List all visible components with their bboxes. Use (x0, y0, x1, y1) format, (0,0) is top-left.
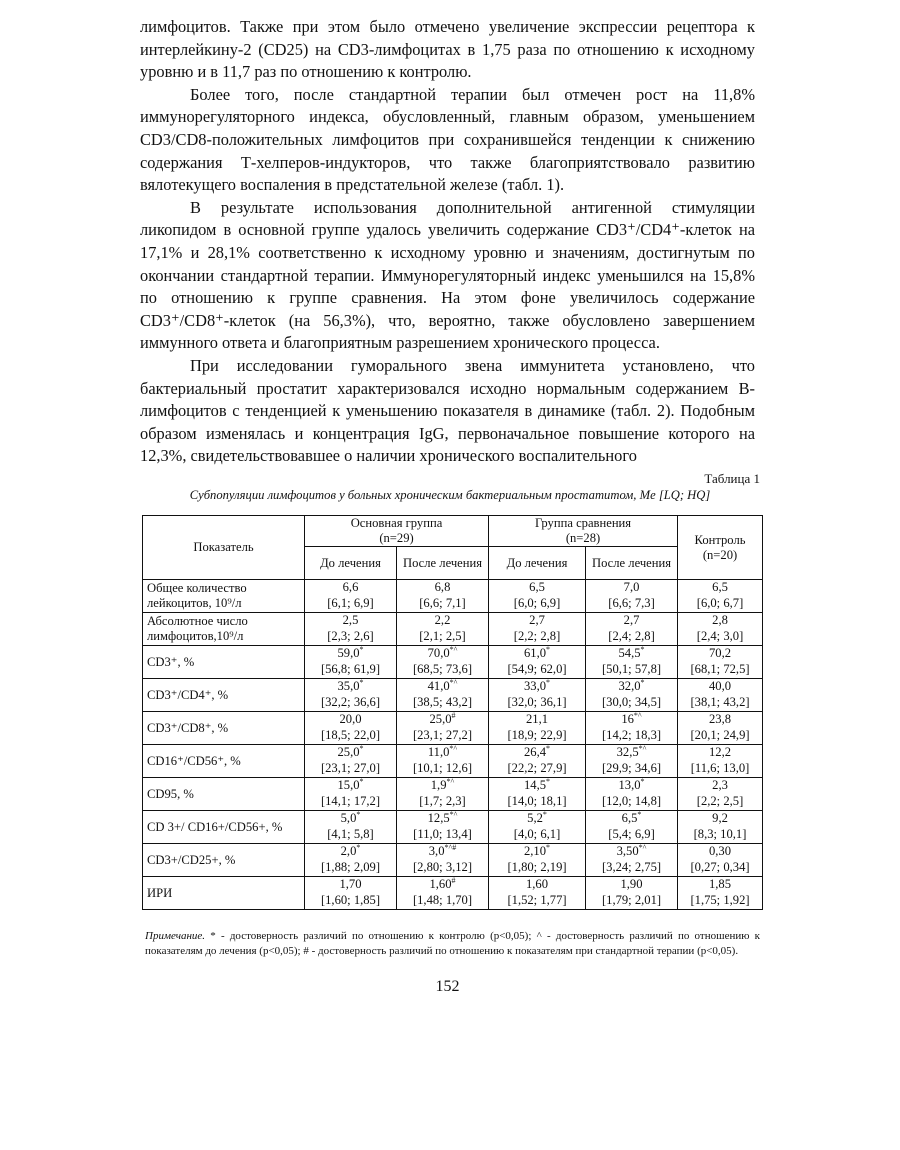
cell-range: [23,1; 27,0] (320, 761, 381, 775)
table-cell (489, 745, 586, 778)
cell-range: [6,1; 6,9] (327, 596, 374, 610)
cell-range: [1,48; 1,70] (412, 893, 473, 907)
cell-range: [18,9; 22,9] (507, 728, 567, 742)
table-cell (305, 580, 397, 613)
table-cell (305, 679, 397, 712)
significance-marker: *^# (444, 842, 457, 852)
cell-median (400, 613, 485, 629)
paragraph-1: лимфоцитов. Также при этом было отмечено увеличение экспрессии рецептора к интерлейкину-2 (CD25) на CD3-лимфоцитах в 1,75 раза по отношению к исходному уровню и в 11,7 раз по отношению к контролю. (140, 17, 755, 82)
table-cell (489, 811, 586, 844)
table-row (143, 712, 763, 745)
cell-median-value: 6,5 (529, 580, 545, 594)
cell-median (589, 712, 674, 728)
table-cell (489, 712, 586, 745)
cell-range: [8,3; 10,1] (693, 827, 747, 841)
significance-marker: *^ (638, 743, 647, 753)
cell-median-value: 25,0 (337, 745, 360, 759)
header-main-before: До лечения (305, 547, 397, 580)
cell-median (589, 613, 674, 629)
cell-range: [12,0; 14,8] (601, 794, 662, 808)
cell-median-value: 15,0 (337, 778, 360, 792)
cell-median (681, 844, 759, 860)
table-cell (678, 613, 763, 646)
cell-range: [6,6; 7,1] (419, 596, 466, 610)
cell-range: [1,52; 1,77] (507, 893, 567, 907)
table-cell (678, 580, 763, 613)
cell-median-value: 6,5 (621, 811, 638, 825)
table-cell (397, 646, 489, 679)
header-main-group-n: (n=29) (379, 531, 414, 545)
cell-range: [32,2; 36,6] (320, 695, 381, 709)
table-cell (586, 877, 678, 910)
cell-range: [4,0; 6,1] (513, 827, 561, 841)
cell-median (400, 580, 485, 596)
table-cell (678, 712, 763, 745)
cell-range: [2,2; 2,5] (696, 794, 744, 808)
significance-marker: * (640, 677, 645, 687)
table-row (143, 745, 763, 778)
cell-range: [18,5; 22,0] (320, 728, 381, 742)
cell-range: [6,6; 7,3] (608, 596, 655, 610)
significance-marker: * (356, 809, 361, 819)
significance-marker: * (359, 743, 364, 753)
cell-range: [2,4; 2,8] (608, 629, 655, 643)
table-cell (305, 844, 397, 877)
cell-range: [29,9; 34,6] (601, 761, 662, 775)
table-cell (678, 679, 763, 712)
cell-median (681, 778, 759, 794)
cell-median-value: 2,5 (342, 613, 359, 627)
significance-marker: *^ (633, 710, 642, 720)
cell-median (308, 844, 393, 860)
significance-marker: * (546, 743, 551, 753)
cell-range: [14,1; 17,2] (320, 794, 381, 808)
cell-range: [1,75; 1,92] (690, 893, 750, 907)
table-row (143, 580, 763, 613)
cell-median (308, 877, 393, 893)
header-comparison-before: До лечения (489, 547, 586, 580)
table-cell (489, 877, 586, 910)
header-comparison-group-name: Группа сравнения (534, 516, 632, 530)
cell-median (492, 778, 582, 794)
row-label: CD3⁺, % (143, 646, 305, 679)
table-cell (305, 646, 397, 679)
table-cell (586, 745, 678, 778)
cell-range: [2,80; 3,12] (412, 860, 473, 874)
paragraph-3: В результате использования дополнительной антигенной стимуляции ликопидом в основной группе удалось увеличить содержание CD3⁺/CD4⁺-клеток на 17,1% и 28,1% соответственно к исходному уровню и значениям, достигнутым по окончании стандартной терапии. Иммунорегуляторный индекс уменьшился на 15,8% по отношению к группе сравнения. На этом фоне увеличилось содержание CD3⁺/CD8⁺-клеток (на 56,3%), что, вероятно, также обусловлено завершением иммунного ответа и благоприятным разрешением хронического процесса. (140, 197, 755, 353)
cell-median (492, 679, 582, 695)
header-indicator: Показатель (143, 516, 305, 580)
significance-marker: # (451, 710, 456, 720)
table-cell (489, 844, 586, 877)
cell-range: [11,6; 13,0] (690, 761, 750, 775)
cell-median (681, 679, 759, 695)
table-cell (586, 646, 678, 679)
cell-median (589, 679, 674, 695)
cell-range: [6,0; 6,7] (696, 596, 744, 610)
cell-median-value: 32,5 (616, 745, 639, 759)
cell-median (681, 613, 759, 629)
table-cell (397, 877, 489, 910)
cell-median-value: 12,5 (427, 811, 450, 825)
significance-marker: *^ (449, 644, 458, 654)
significance-marker: * (542, 809, 547, 819)
cell-range: [22,2; 27,9] (507, 761, 567, 775)
cell-median-value: 1,9 (430, 778, 447, 792)
cell-median-value: 70,0 (427, 646, 450, 660)
table-cell (489, 580, 586, 613)
cell-median-value: 1,90 (620, 877, 643, 891)
table-cell (489, 613, 586, 646)
cell-median (492, 745, 582, 761)
table-title: Субпопуляции лимфоцитов у больных хроническим бактериальным простатитом, Me [LQ; HQ] (189, 488, 711, 502)
cell-median (589, 580, 674, 596)
cell-median (308, 745, 393, 761)
cell-median (308, 712, 393, 728)
cell-range: [50,1; 57,8] (601, 662, 662, 676)
table-cell (678, 745, 763, 778)
table-cell (586, 778, 678, 811)
cell-range: [6,0; 6,9] (513, 596, 561, 610)
cell-median (681, 811, 759, 827)
cell-range: [1,88; 2,09] (320, 860, 381, 874)
cell-range: [14,0; 18,1] (507, 794, 567, 808)
significance-marker: * (640, 644, 645, 654)
table-note (145, 929, 760, 959)
table-cell (305, 745, 397, 778)
table-row (143, 844, 763, 877)
cell-median-value: 7,0 (623, 580, 640, 594)
note-text: * - достоверность различий по отношению к контролю (p<0,05); ^ - достоверность различий по отношению к показателям до лечения (p<0,05); # - достоверность различий по отношению к показателям при стандартной терапии (p<0,05). (145, 930, 760, 957)
header-main-group-name: Основная группа (350, 516, 443, 530)
header-main-group (305, 516, 489, 547)
significance-marker: * (356, 842, 361, 852)
cell-range: [4,1; 5,8] (327, 827, 374, 841)
significance-marker: * (546, 776, 551, 786)
lymphocyte-subpopulations-table (142, 515, 763, 910)
row-label: CD95, % (143, 778, 305, 811)
row-label: CD3⁺/CD8⁺, % (143, 712, 305, 745)
cell-median (308, 613, 393, 629)
cell-median (589, 844, 674, 860)
cell-range: [20,1; 24,9] (690, 728, 750, 742)
table-cell (678, 646, 763, 679)
row-label: CD16⁺/CD56⁺, % (143, 745, 305, 778)
cell-median-value: 0,30 (708, 844, 732, 858)
table-row (143, 811, 763, 844)
cell-median-value: 1,70 (339, 877, 362, 891)
table-cell (305, 613, 397, 646)
row-label: CD3⁺/CD4⁺, % (143, 679, 305, 712)
table-cell (489, 679, 586, 712)
cell-median-value: 1,60 (429, 877, 452, 891)
table-cell (305, 778, 397, 811)
cell-median (400, 811, 485, 827)
row-label: ИРИ (143, 877, 305, 910)
cell-range: [2,2; 2,8] (513, 629, 561, 643)
cell-median (400, 646, 485, 662)
cell-range: [32,0; 36,1] (507, 695, 567, 709)
header-control-name: Контроль (694, 532, 746, 547)
cell-range: [11,0; 13,4] (413, 827, 472, 841)
table-row (143, 877, 763, 910)
significance-marker: *^ (449, 677, 458, 687)
cell-median (308, 679, 393, 695)
significance-marker: * (637, 809, 642, 819)
table-row (143, 646, 763, 679)
cell-median-value: 32,0 (618, 679, 641, 693)
cell-median-value: 2,3 (712, 778, 728, 792)
row-label: Общее количество лейкоцитов, 10⁹/л (143, 580, 305, 613)
cell-median (400, 712, 485, 728)
cell-median-value: 2,10 (523, 844, 547, 858)
note-title: Примечание. (145, 930, 206, 942)
significance-marker: *^ (446, 776, 455, 786)
cell-median (492, 844, 582, 860)
cell-median-value: 20,0 (339, 712, 362, 726)
cell-median (589, 877, 674, 893)
cell-median-value: 3,50 (616, 844, 639, 858)
cell-median (589, 778, 674, 794)
cell-median (492, 811, 582, 827)
table-cell (397, 778, 489, 811)
cell-range: [2,4; 3,0] (696, 629, 744, 643)
cell-range: [1,7; 2,3] (419, 794, 466, 808)
cell-median-value: 1,60 (525, 877, 549, 891)
table-row (143, 679, 763, 712)
table-cell (586, 679, 678, 712)
cell-range: [1,80; 2,19] (507, 860, 567, 874)
header-main-after: После лечения (397, 547, 489, 580)
cell-range: [23,1; 27,2] (412, 728, 473, 742)
body-text (140, 16, 755, 468)
cell-median (400, 844, 485, 860)
cell-median (400, 877, 485, 893)
cell-median-value: 41,0 (427, 679, 450, 693)
cell-range: [0,27; 0,34] (690, 860, 750, 874)
cell-median-value: 2,2 (434, 613, 451, 627)
table-row (143, 613, 763, 646)
cell-median (308, 811, 393, 827)
cell-range: [38,5; 43,2] (412, 695, 473, 709)
cell-range: [54,9; 62,0] (507, 662, 567, 676)
cell-median-value: 6,5 (712, 580, 728, 594)
cell-median-value: 35,0 (337, 679, 360, 693)
cell-median (492, 877, 582, 893)
table-cell (586, 844, 678, 877)
cell-median-value: 54,5 (618, 646, 641, 660)
cell-median-value: 61,0 (523, 646, 547, 660)
header-control-n: (n=20) (702, 547, 738, 562)
table-cell (678, 778, 763, 811)
table-cell (305, 877, 397, 910)
cell-range: [30,0; 34,5] (601, 695, 662, 709)
cell-median-value: 40,0 (708, 679, 732, 693)
row-label: CD 3+/ CD16+/CD56+, % (143, 811, 305, 844)
cell-range: [3,24; 2,75] (601, 860, 662, 874)
table-cell (678, 811, 763, 844)
cell-median (492, 712, 582, 728)
table-cell (489, 778, 586, 811)
cell-range: [14,2; 18,3] (601, 728, 662, 742)
header-comparison-after: После лечения (586, 547, 678, 580)
cell-median (492, 613, 582, 629)
cell-median-value: 23,8 (708, 712, 732, 726)
cell-range: [68,1; 72,5] (690, 662, 750, 676)
cell-median (400, 778, 485, 794)
significance-marker: *^ (449, 809, 458, 819)
cell-median-value: 5,2 (527, 811, 543, 825)
table-cell (305, 811, 397, 844)
cell-median (681, 712, 759, 728)
cell-median-value: 2,0 (340, 844, 357, 858)
table-cell (397, 844, 489, 877)
significance-marker: *^ (449, 743, 458, 753)
cell-range: [10,1; 12,6] (412, 761, 473, 775)
cell-median-value: 2,7 (529, 613, 545, 627)
cell-median (589, 646, 674, 662)
table-cell (586, 613, 678, 646)
cell-median-value: 2,7 (623, 613, 640, 627)
cell-median-value: 9,2 (712, 811, 728, 825)
cell-median (492, 580, 582, 596)
table-row (143, 778, 763, 811)
cell-median (681, 580, 759, 596)
paragraph-4: При исследовании гуморального звена иммунитета установлено, что бактериальный простатит характеризовался исходно нормальным содержанием В-лимфоцитов с тенденцией к уменьшению показателя в динамике (табл. 2). Подобным образом изменялась и концентрация IgG, первоначальное повышение которого на 12,3%, свидетельствовавшее о наличии хронического воспалительного (140, 355, 755, 466)
cell-median (589, 745, 674, 761)
cell-median-value: 5,0 (340, 811, 357, 825)
cell-median-value: 1,85 (708, 877, 732, 891)
table-cell (397, 679, 489, 712)
cell-range: [1,79; 2,01] (601, 893, 662, 907)
significance-marker: * (640, 776, 645, 786)
cell-median-value: 12,2 (708, 745, 732, 759)
table-cell (397, 613, 489, 646)
table-cell (678, 844, 763, 877)
cell-median-value: 59,0 (337, 646, 360, 660)
cell-median-value: 13,0 (618, 778, 641, 792)
table-body (143, 580, 763, 910)
row-label: Абсолютное число лимфоцитов,10⁹/л (143, 613, 305, 646)
significance-marker: # (451, 875, 456, 885)
header-comparison-group-n: (n=28) (565, 531, 601, 545)
table-cell (678, 877, 763, 910)
page-number: 152 (435, 978, 460, 995)
table-cell (586, 811, 678, 844)
table-cell (397, 580, 489, 613)
cell-median-value: 11,0 (427, 745, 450, 759)
significance-marker: * (546, 644, 551, 654)
cell-median (308, 646, 393, 662)
table-cell (397, 811, 489, 844)
cell-range: [5,4; 6,9] (608, 827, 655, 841)
cell-median-value: 25,0 (429, 712, 452, 726)
cell-range: [38,1; 43,2] (690, 695, 750, 709)
cell-median (400, 745, 485, 761)
cell-median (589, 811, 674, 827)
cell-median-value: 33,0 (523, 679, 547, 693)
cell-median (400, 679, 485, 695)
cell-median-value: 26,4 (523, 745, 547, 759)
cell-median-value: 2,8 (712, 613, 728, 627)
table-cell (397, 712, 489, 745)
cell-median-value: 21,1 (525, 712, 549, 726)
paragraph-2: Более того, после стандартной терапии был отмечен рост на 11,8% иммунорегуляторного индекса, обусловленный, главным образом, уменьшением CD3/CD8-положительных лимфоцитов при сохранившейся тенденции к снижению содержания Т-хелперов-индукторов, что также благоприятствовало развитию вялотекущего воспаления в предстательной железе (табл. 1). (140, 84, 755, 195)
table-cell (305, 712, 397, 745)
cell-median (681, 745, 759, 761)
significance-marker: * (359, 677, 364, 687)
cell-median (681, 877, 759, 893)
table-cell (586, 712, 678, 745)
cell-range: [1,60; 1,85] (320, 893, 381, 907)
cell-range: [56,8; 61,9] (320, 662, 381, 676)
table-cell (586, 580, 678, 613)
table-cell (489, 646, 586, 679)
significance-marker: * (359, 776, 364, 786)
cell-median-value: 3,0 (428, 844, 445, 858)
significance-marker: * (546, 842, 551, 852)
cell-range: [68,5; 73,6] (412, 662, 473, 676)
table-label: Таблица 1 (704, 471, 760, 486)
cell-median (681, 646, 759, 662)
cell-median (492, 646, 582, 662)
cell-median-value: 6,8 (434, 580, 451, 594)
cell-median (308, 580, 393, 596)
cell-median-value: 6,6 (342, 580, 359, 594)
header-control (678, 516, 763, 580)
cell-median-value: 14,5 (523, 778, 547, 792)
significance-marker: * (546, 677, 551, 687)
cell-median-value: 16 (621, 712, 634, 726)
significance-marker: * (359, 644, 364, 654)
cell-median-value: 70,2 (708, 646, 732, 660)
table-cell (397, 745, 489, 778)
cell-median (308, 778, 393, 794)
header-comparison-group (489, 516, 678, 547)
cell-range: [2,1; 2,5] (419, 629, 466, 643)
row-label: CD3+/CD25+, % (143, 844, 305, 877)
significance-marker: *^ (638, 842, 647, 852)
cell-range: [2,3; 2,6] (327, 629, 374, 643)
